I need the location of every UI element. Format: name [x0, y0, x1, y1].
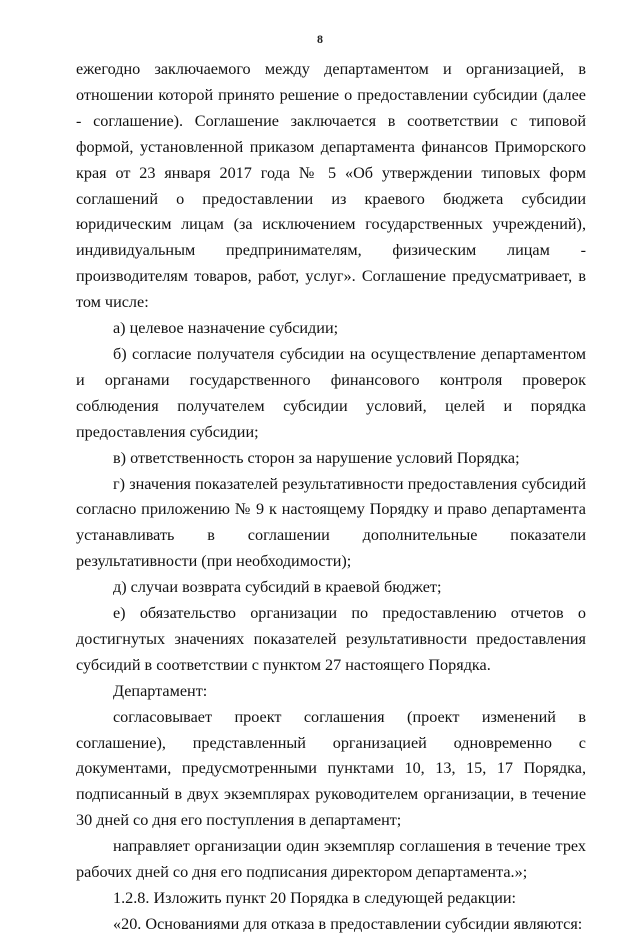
paragraph-point-20: «20. Основаниями для отказа в предоставлении субсидии являются: [113, 914, 583, 933]
paragraph-agreement-description: ежегодно заключаемого между департаментом и организацией, в отношении которой принято решение о предоставлении субсидии (далее - соглашение). Соглашение заключается в соответствии с типовой формой, установленной приказом департамента финансов Приморского края от 23 января 2017 года № 5 «Об утверждении типовых форм соглашений о предоставлении из краевого бюджета субсидии юридическим лицам (за исключением государственных учреждений), индивидуальным предпринимателям, физическим лицам - производителям товаров, работ, услуг». Соглашение предусматривает, в том числе: [76, 60, 586, 312]
paragraph-amendment-1-2-8: 1.2.8. Изложить пункт 20 Порядка в следующей редакции: [113, 889, 517, 907]
paragraph-item-a: а) целевое назначение субсидии; [113, 319, 339, 338]
paragraph-item-g: г) значения показателей результативности предоставления субсидий согласно приложению № 9 к настоящему Порядку и право департамента устанавливать в соглашении дополнительные показатели результативности (при необходимости); [76, 474, 586, 571]
paragraph-item-d: д) случаи возврата субсидий в краевой бюджет; [113, 578, 442, 597]
paragraph-department-sends: направляет организации один экземпляр соглашения в течение трех рабочих дней со дня его подписания директором департамента.»; [76, 837, 586, 882]
paragraph-item-b: б) согласие получателя субсидии на осуществление департаментом и органами государственного финансового контроля проверок соблюдения получателем субсидии условий, целей и порядка предоставления субсидии; [76, 344, 586, 441]
paragraph-item-e: е) обязательство организации по предоставлению отчетов о достигнутых значениях показателей результативности предоставления субсидий в соответствии с пунктом 27 настоящего Порядка. [76, 604, 586, 674]
paragraph-department-heading: Департамент: [113, 681, 208, 700]
paragraph-department-approves: согласовывает проект соглашения (проект изменений в соглашение), представленный организацией одновременно с документами, предусмотренными пунктами 10, 13, 15, 17 Порядка, подписанный в двух экземплярах руководителем организации, в течение 30 дней со дня его поступления в департамент; [76, 707, 586, 830]
page-number: 8 [317, 32, 323, 46]
paragraph-item-v: в) ответственность сторон за нарушение условий Порядка; [113, 448, 520, 467]
document-body [76, 57, 586, 938]
